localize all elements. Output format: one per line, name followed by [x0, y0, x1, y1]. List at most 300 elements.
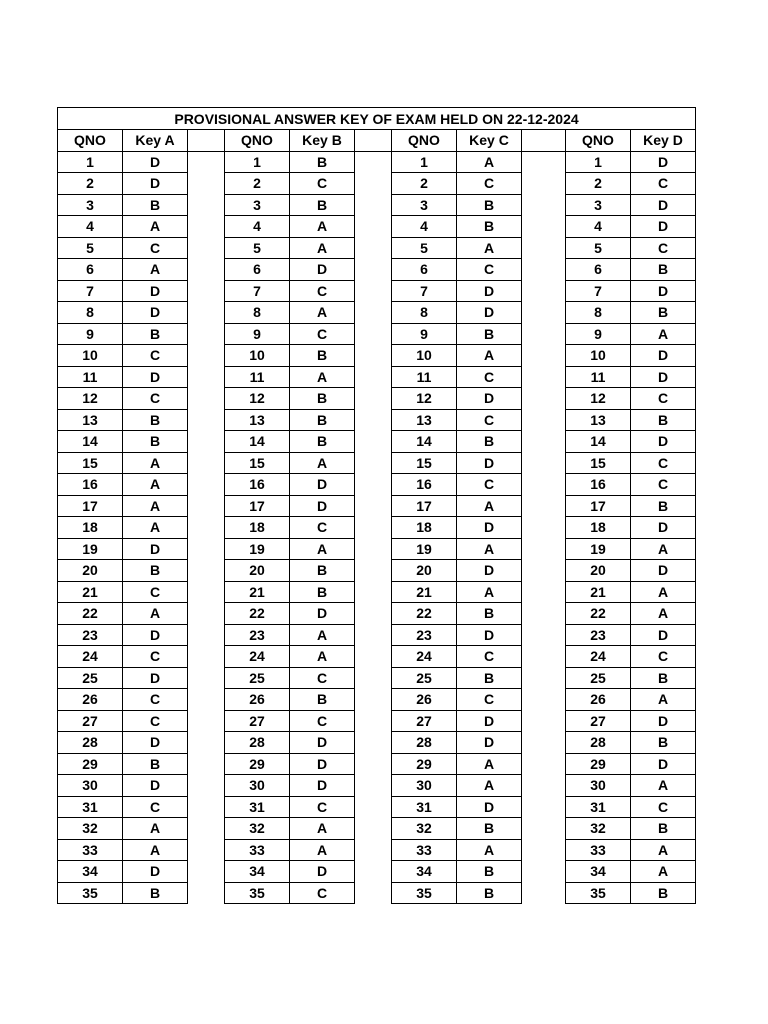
table-title: PROVISIONAL ANSWER KEY OF EXAM HELD ON 22-12-2024 [58, 108, 696, 130]
qno-cell-c: 23 [392, 624, 457, 646]
qno-cell-a: 28 [58, 732, 123, 754]
column-gap [188, 710, 225, 732]
key-cell-c: A [457, 237, 522, 259]
key-cell-c: A [457, 839, 522, 861]
key-cell-a: C [123, 581, 188, 603]
qno-cell-b: 29 [225, 753, 290, 775]
qno-cell-a: 9 [58, 323, 123, 345]
key-cell-a: D [123, 151, 188, 173]
key-cell-b: D [290, 603, 355, 625]
key-cell-d: D [631, 194, 696, 216]
column-gap [188, 452, 225, 474]
table-row [58, 560, 696, 582]
qno-cell-c: 15 [392, 452, 457, 474]
key-cell-d: A [631, 603, 696, 625]
key-cell-d: C [631, 474, 696, 496]
qno-cell-d: 18 [566, 517, 631, 539]
table-row [58, 151, 696, 173]
qno-cell-a: 35 [58, 882, 123, 904]
key-cell-a: B [123, 431, 188, 453]
key-cell-d: D [631, 431, 696, 453]
key-cell-d: C [631, 173, 696, 195]
column-gap [522, 302, 566, 324]
key-cell-d: C [631, 452, 696, 474]
table-row [58, 646, 696, 668]
key-cell-a: C [123, 388, 188, 410]
header-qno-d: QNO [566, 130, 631, 152]
qno-cell-b: 7 [225, 280, 290, 302]
column-gap [188, 366, 225, 388]
column-gap [188, 560, 225, 582]
key-cell-a: A [123, 495, 188, 517]
column-gap [522, 839, 566, 861]
table-row [58, 732, 696, 754]
key-cell-a: A [123, 452, 188, 474]
column-gap [355, 710, 392, 732]
answer-rows [58, 151, 696, 904]
column-gap [188, 603, 225, 625]
qno-cell-a: 1 [58, 151, 123, 173]
column-gap [188, 345, 225, 367]
key-cell-a: A [123, 474, 188, 496]
table-row [58, 216, 696, 238]
column-gap [355, 646, 392, 668]
key-cell-a: A [123, 517, 188, 539]
key-cell-a: B [123, 323, 188, 345]
column-gap [188, 474, 225, 496]
qno-cell-d: 8 [566, 302, 631, 324]
key-cell-d: C [631, 646, 696, 668]
key-cell-d: B [631, 495, 696, 517]
qno-cell-a: 21 [58, 581, 123, 603]
header-key-c: Key C [457, 130, 522, 152]
qno-cell-d: 7 [566, 280, 631, 302]
table-row [58, 603, 696, 625]
key-cell-a: D [123, 366, 188, 388]
qno-cell-c: 6 [392, 259, 457, 281]
qno-cell-b: 5 [225, 237, 290, 259]
column-gap [188, 431, 225, 453]
qno-cell-c: 11 [392, 366, 457, 388]
key-cell-b: D [290, 753, 355, 775]
column-gap [188, 280, 225, 302]
column-gap [355, 517, 392, 539]
qno-cell-c: 14 [392, 431, 457, 453]
column-gap [355, 237, 392, 259]
qno-cell-d: 30 [566, 775, 631, 797]
qno-cell-a: 15 [58, 452, 123, 474]
key-cell-c: C [457, 409, 522, 431]
key-cell-c: D [457, 388, 522, 410]
key-cell-d: B [631, 882, 696, 904]
column-gap [188, 861, 225, 883]
qno-cell-d: 13 [566, 409, 631, 431]
key-cell-b: C [290, 173, 355, 195]
qno-cell-d: 10 [566, 345, 631, 367]
column-gap [522, 732, 566, 754]
column-gap [355, 388, 392, 410]
key-cell-b: C [290, 796, 355, 818]
key-cell-b: C [290, 323, 355, 345]
column-gap [188, 796, 225, 818]
key-cell-b: A [290, 366, 355, 388]
column-gap [522, 882, 566, 904]
key-cell-a: B [123, 753, 188, 775]
key-cell-d: A [631, 839, 696, 861]
qno-cell-d: 21 [566, 581, 631, 603]
key-cell-c: A [457, 775, 522, 797]
key-cell-c: A [457, 753, 522, 775]
column-gap [188, 646, 225, 668]
key-cell-b: B [290, 689, 355, 711]
key-cell-b: B [290, 560, 355, 582]
key-cell-c: B [457, 818, 522, 840]
qno-cell-b: 9 [225, 323, 290, 345]
column-gap [355, 882, 392, 904]
column-gap [188, 237, 225, 259]
qno-cell-a: 14 [58, 431, 123, 453]
key-cell-b: A [290, 302, 355, 324]
key-cell-b: B [290, 409, 355, 431]
qno-cell-b: 19 [225, 538, 290, 560]
header-row [58, 130, 696, 152]
column-gap [355, 302, 392, 324]
table-row [58, 280, 696, 302]
column-gap [188, 173, 225, 195]
key-cell-c: D [457, 624, 522, 646]
key-cell-c: D [457, 302, 522, 324]
key-cell-b: A [290, 237, 355, 259]
key-cell-c: C [457, 689, 522, 711]
qno-cell-a: 34 [58, 861, 123, 883]
column-gap [188, 388, 225, 410]
qno-cell-c: 18 [392, 517, 457, 539]
key-cell-c: A [457, 495, 522, 517]
key-cell-d: A [631, 581, 696, 603]
key-cell-d: B [631, 818, 696, 840]
qno-cell-b: 34 [225, 861, 290, 883]
qno-cell-c: 4 [392, 216, 457, 238]
table-row [58, 775, 696, 797]
column-gap [355, 366, 392, 388]
column-gap [522, 194, 566, 216]
column-gap [522, 409, 566, 431]
key-cell-c: D [457, 732, 522, 754]
qno-cell-d: 26 [566, 689, 631, 711]
key-cell-b: C [290, 517, 355, 539]
column-gap [355, 130, 392, 152]
column-gap [355, 603, 392, 625]
key-cell-d: D [631, 151, 696, 173]
qno-cell-a: 7 [58, 280, 123, 302]
qno-cell-a: 24 [58, 646, 123, 668]
qno-cell-a: 32 [58, 818, 123, 840]
key-cell-b: B [290, 194, 355, 216]
column-gap [188, 151, 225, 173]
qno-cell-b: 15 [225, 452, 290, 474]
column-gap [355, 581, 392, 603]
column-gap [188, 302, 225, 324]
key-cell-b: D [290, 259, 355, 281]
column-gap [522, 431, 566, 453]
key-cell-c: B [457, 861, 522, 883]
key-cell-c: B [457, 323, 522, 345]
table-row [58, 323, 696, 345]
qno-cell-b: 21 [225, 581, 290, 603]
key-cell-a: A [123, 839, 188, 861]
header-key-a: Key A [123, 130, 188, 152]
key-cell-b: D [290, 495, 355, 517]
qno-cell-c: 29 [392, 753, 457, 775]
qno-cell-a: 20 [58, 560, 123, 582]
qno-cell-a: 3 [58, 194, 123, 216]
key-cell-c: D [457, 796, 522, 818]
qno-cell-c: 34 [392, 861, 457, 883]
qno-cell-c: 8 [392, 302, 457, 324]
key-cell-d: C [631, 237, 696, 259]
qno-cell-d: 32 [566, 818, 631, 840]
column-gap [188, 495, 225, 517]
table-row [58, 302, 696, 324]
qno-cell-b: 25 [225, 667, 290, 689]
key-cell-a: D [123, 775, 188, 797]
key-cell-a: C [123, 345, 188, 367]
column-gap [188, 409, 225, 431]
column-gap [355, 194, 392, 216]
qno-cell-c: 10 [392, 345, 457, 367]
qno-cell-a: 27 [58, 710, 123, 732]
qno-cell-d: 16 [566, 474, 631, 496]
qno-cell-a: 5 [58, 237, 123, 259]
key-cell-a: A [123, 818, 188, 840]
table-row [58, 495, 696, 517]
table-row [58, 861, 696, 883]
table-row [58, 452, 696, 474]
key-cell-a: D [123, 538, 188, 560]
column-gap [355, 796, 392, 818]
header-qno-a: QNO [58, 130, 123, 152]
key-cell-a: D [123, 861, 188, 883]
column-gap [188, 259, 225, 281]
table-row [58, 431, 696, 453]
key-cell-c: A [457, 151, 522, 173]
qno-cell-d: 19 [566, 538, 631, 560]
qno-cell-d: 23 [566, 624, 631, 646]
column-gap [522, 323, 566, 345]
qno-cell-b: 24 [225, 646, 290, 668]
column-gap [522, 452, 566, 474]
key-cell-d: A [631, 689, 696, 711]
column-gap [522, 710, 566, 732]
qno-cell-c: 24 [392, 646, 457, 668]
key-cell-c: D [457, 452, 522, 474]
qno-cell-c: 16 [392, 474, 457, 496]
qno-cell-c: 22 [392, 603, 457, 625]
qno-cell-a: 6 [58, 259, 123, 281]
column-gap [355, 560, 392, 582]
key-cell-c: A [457, 345, 522, 367]
qno-cell-a: 31 [58, 796, 123, 818]
key-cell-d: D [631, 280, 696, 302]
column-gap [522, 775, 566, 797]
answer-key-table [57, 107, 696, 904]
qno-cell-d: 22 [566, 603, 631, 625]
qno-cell-b: 20 [225, 560, 290, 582]
qno-cell-a: 22 [58, 603, 123, 625]
qno-cell-c: 33 [392, 839, 457, 861]
key-cell-b: B [290, 431, 355, 453]
qno-cell-b: 32 [225, 818, 290, 840]
key-cell-a: B [123, 882, 188, 904]
table-row [58, 796, 696, 818]
key-cell-d: B [631, 302, 696, 324]
qno-cell-b: 18 [225, 517, 290, 539]
key-cell-a: D [123, 667, 188, 689]
column-gap [355, 818, 392, 840]
column-gap [522, 474, 566, 496]
qno-cell-d: 24 [566, 646, 631, 668]
qno-cell-b: 30 [225, 775, 290, 797]
key-cell-a: A [123, 216, 188, 238]
qno-cell-c: 28 [392, 732, 457, 754]
qno-cell-d: 6 [566, 259, 631, 281]
column-gap [188, 839, 225, 861]
key-cell-a: B [123, 194, 188, 216]
title-row [58, 108, 696, 130]
key-cell-c: D [457, 517, 522, 539]
column-gap [188, 194, 225, 216]
key-cell-b: B [290, 151, 355, 173]
column-gap [522, 796, 566, 818]
key-cell-a: D [123, 732, 188, 754]
column-gap [355, 624, 392, 646]
column-gap [188, 882, 225, 904]
key-cell-a: C [123, 796, 188, 818]
qno-cell-c: 25 [392, 667, 457, 689]
key-cell-b: C [290, 710, 355, 732]
column-gap [522, 151, 566, 173]
column-gap [522, 753, 566, 775]
qno-cell-b: 14 [225, 431, 290, 453]
qno-cell-d: 5 [566, 237, 631, 259]
qno-cell-a: 11 [58, 366, 123, 388]
column-gap [188, 667, 225, 689]
qno-cell-b: 13 [225, 409, 290, 431]
header-qno-c: QNO [392, 130, 457, 152]
qno-cell-a: 12 [58, 388, 123, 410]
qno-cell-c: 13 [392, 409, 457, 431]
qno-cell-d: 3 [566, 194, 631, 216]
column-gap [355, 753, 392, 775]
key-cell-a: C [123, 710, 188, 732]
qno-cell-d: 35 [566, 882, 631, 904]
key-cell-b: A [290, 839, 355, 861]
qno-cell-c: 35 [392, 882, 457, 904]
key-cell-c: B [457, 667, 522, 689]
qno-cell-d: 25 [566, 667, 631, 689]
column-gap [522, 689, 566, 711]
table-row [58, 366, 696, 388]
qno-cell-c: 20 [392, 560, 457, 582]
column-gap [188, 538, 225, 560]
key-cell-b: B [290, 388, 355, 410]
column-gap [522, 280, 566, 302]
column-gap [522, 603, 566, 625]
qno-cell-a: 33 [58, 839, 123, 861]
table-row [58, 474, 696, 496]
key-cell-c: D [457, 560, 522, 582]
qno-cell-c: 3 [392, 194, 457, 216]
column-gap [188, 775, 225, 797]
qno-cell-d: 20 [566, 560, 631, 582]
table-row [58, 667, 696, 689]
column-gap [522, 581, 566, 603]
qno-cell-a: 30 [58, 775, 123, 797]
qno-cell-a: 16 [58, 474, 123, 496]
key-cell-a: D [123, 302, 188, 324]
qno-cell-d: 29 [566, 753, 631, 775]
qno-cell-b: 16 [225, 474, 290, 496]
column-gap [355, 431, 392, 453]
column-gap [188, 732, 225, 754]
key-cell-b: C [290, 667, 355, 689]
column-gap [522, 216, 566, 238]
key-cell-b: B [290, 345, 355, 367]
column-gap [522, 517, 566, 539]
qno-cell-d: 17 [566, 495, 631, 517]
key-cell-c: C [457, 474, 522, 496]
table-row [58, 388, 696, 410]
qno-cell-d: 11 [566, 366, 631, 388]
qno-cell-b: 11 [225, 366, 290, 388]
key-cell-d: A [631, 538, 696, 560]
key-cell-a: D [123, 280, 188, 302]
qno-cell-c: 7 [392, 280, 457, 302]
column-gap [188, 624, 225, 646]
column-gap [355, 280, 392, 302]
qno-cell-b: 35 [225, 882, 290, 904]
key-cell-b: D [290, 732, 355, 754]
key-cell-c: C [457, 173, 522, 195]
key-cell-d: D [631, 710, 696, 732]
header-key-b: Key B [290, 130, 355, 152]
key-cell-a: B [123, 409, 188, 431]
table-row [58, 259, 696, 281]
qno-cell-d: 1 [566, 151, 631, 173]
key-cell-d: D [631, 216, 696, 238]
column-gap [355, 495, 392, 517]
key-cell-c: B [457, 216, 522, 238]
qno-cell-b: 23 [225, 624, 290, 646]
qno-cell-b: 17 [225, 495, 290, 517]
column-gap [522, 560, 566, 582]
table-row [58, 839, 696, 861]
key-cell-d: C [631, 796, 696, 818]
qno-cell-c: 31 [392, 796, 457, 818]
key-cell-d: B [631, 732, 696, 754]
qno-cell-d: 14 [566, 431, 631, 453]
column-gap [355, 173, 392, 195]
key-cell-a: C [123, 646, 188, 668]
column-gap [522, 130, 566, 152]
qno-cell-b: 8 [225, 302, 290, 324]
qno-cell-b: 1 [225, 151, 290, 173]
table-row [58, 237, 696, 259]
key-cell-c: C [457, 366, 522, 388]
column-gap [355, 861, 392, 883]
key-cell-d: C [631, 388, 696, 410]
table-row [58, 581, 696, 603]
